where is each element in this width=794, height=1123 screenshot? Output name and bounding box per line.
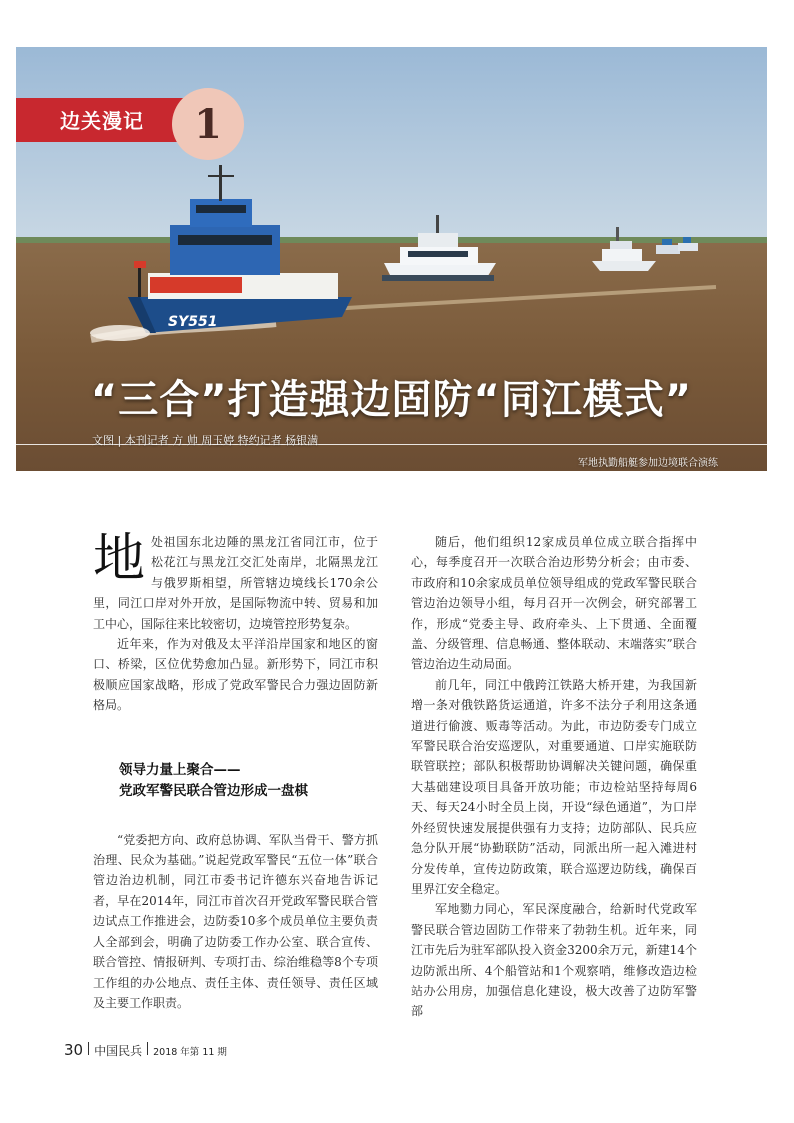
article-title: “三合”打造强边固防“同江模式”: [90, 377, 693, 423]
column-label: 边关漫记: [60, 109, 144, 133]
dropcap: 地: [93, 529, 146, 589]
paragraph-6: 军地勠力同心，军民深度融合，给新时代党政军警民联合管边固防工作带来了勃勃生机。近年来，同江市先后为驻军部队投入资金3200余万元，新建14个边防派出所、4个船管站和1个观察哨，维修改造边检站办公用房，加强信息化建设，极大改善了边防军警部: [411, 902, 697, 1019]
article-column-left: [93, 529, 378, 1013]
byline: 文图 | 本刊记者 方 帅 周玉婷 特约记者 杨银满: [92, 434, 319, 447]
section-subhead: [93, 760, 378, 802]
page-footer: [64, 1041, 227, 1059]
column-number-badge: [172, 88, 244, 160]
subhead-line-1: 领导力量上聚合——: [119, 761, 241, 778]
column-number: 1: [194, 100, 222, 148]
paragraph-3: “党委把方向、政府总协调、军队当骨干、警方抓治理、民众为基础。”说起党政军警民“五位一体”联合管边治边机制，同江市委书记许德东兴奋地告诉记者，早在2014年，同江市首次召开党政军警民联合管边试点工作推进会，边防委10多个成员单位主要负责人全部到会，明确了边防委工作办公室、联合宣传、联合管控、情报研判、专项打击、综治维稳等8个专项工作组的办公地点、责任主体、责任领导、责任区域及主要工作职责。: [93, 832, 378, 1010]
footer-separator: [147, 1042, 148, 1055]
paragraph-1-text: 处祖国东北边陲的黑龙江省同江市，位于松花江与黑龙江交汇处南岸，北隔黑龙江与俄罗斯相望，所管辖边境线长170余公里，同江口岸对外开放，是国际物流中转、贸易和加工中心，国际往来比较密切，边境管控形势复杂。: [93, 535, 378, 631]
issue-label: 2018 年第 11 期: [153, 1047, 227, 1058]
paragraph-4: 随后，他们组织12家成员单位成立联合指挥中心，每季度召开一次联合治边形势分析会；由市委、市政府和10余家成员单位领导组成的党政军警民联合管边治边领导小组，每月召开一次例会，研究部署工作，形成“党委主导、政府牵头、上下贯通、全面覆盖、分级管理、信息畅通、整体联动、末端落实”联合管边治边生动局面。: [411, 535, 697, 672]
paragraph-2: 近年来，作为对俄及太平洋沿岸国家和地区的窗口、桥梁，区位优势愈加凸显。新形势下，同江市积极顺应国家战略，形成了党政军警民合力强边固防新格局。: [93, 637, 378, 713]
photo-caption: 军地执勤船艇参加边境联合演练: [578, 458, 718, 469]
paragraph-5: 前几年，同江中俄跨江铁路大桥开建，为我国新增一条对俄铁路货运通道，许多不法分子利用这条通道进行偷渡、贩毒等活动。为此，市边防委专门成立军警民联合治安巡逻队，对重要通道、口岸实施联防联管联控；部队积极帮助协调解决关键问题，确保重大基础建设项目具备开放功能；市边检站坚持每周6天、每天24小时全员上岗，开设“绿色通道”，为口岸外经贸快速发展提供强有力支持；边防部队、民兵应急分队开展“协勤联防”活动，同派出所一起入滩进村分发传单，宣传边防政策，联合巡逻边防线，确保百里界江安全稳定。: [411, 677, 697, 896]
subhead-line-2: 党政军警民联合管边形成一盘棋: [119, 782, 308, 799]
magazine-name: 中国民兵: [94, 1044, 143, 1058]
paragraph-1: [93, 529, 378, 634]
article-column-right: [411, 532, 697, 1022]
page-number: 30: [64, 1041, 84, 1059]
hull-number: SY551: [168, 314, 218, 330]
footer-separator: [88, 1042, 89, 1055]
